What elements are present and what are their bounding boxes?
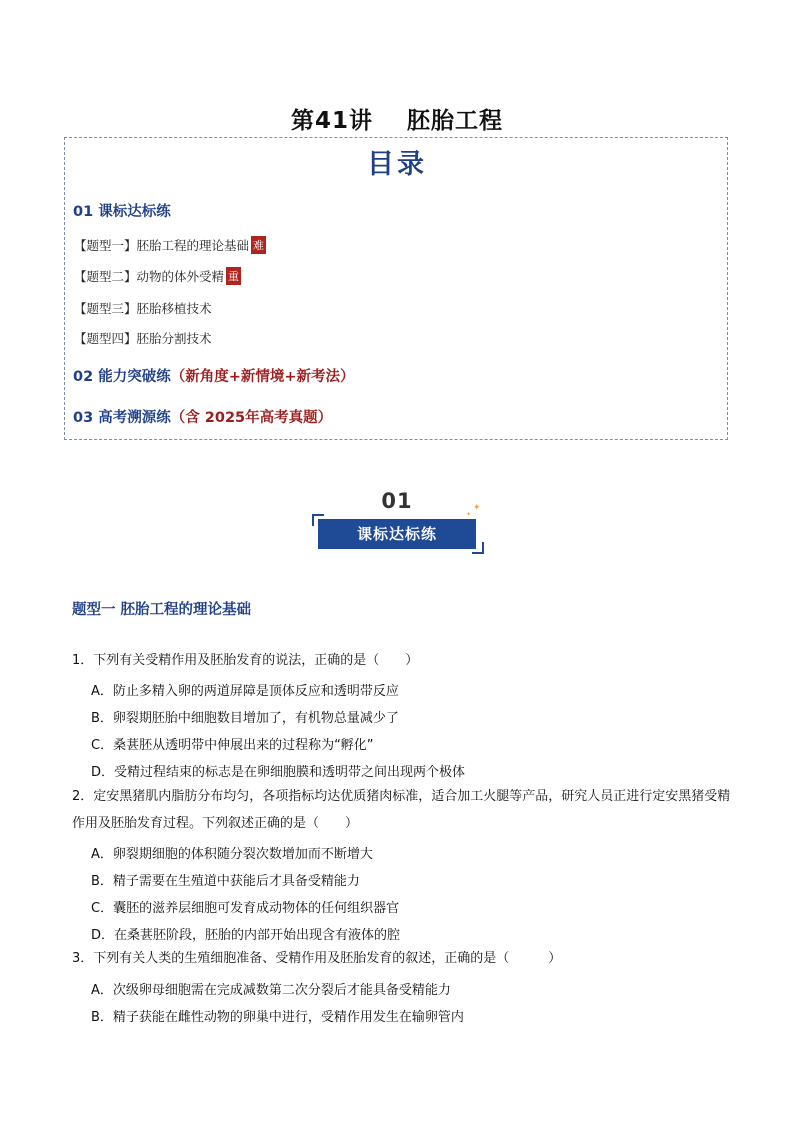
page-title [0,102,794,135]
toc-type-4[interactable]: 【题型四】胚胎分割技术 [74,331,212,346]
sparkle-icon: ✦ [473,503,481,513]
toc-section-2[interactable]: 02 能力突破练（新角度+新情境+新考法） [73,369,355,385]
question-3-option-a: A．次级卵母细胞需在完成减数第二次分裂后才能具备受精能力 [91,983,451,998]
toc-section-1[interactable]: 01 课标达标练 [73,204,171,220]
sparkle-small-icon: ✦ [466,511,472,518]
question-1-option-c: C．桑葚胚从透明带中伸展出来的过程称为“孵化” [91,738,374,753]
question-1-stem: 1．下列有关受精作用及胚胎发育的说法，正确的是（ ） [72,653,419,668]
question-1-option-a: A．防止多精入卵的两道屏障是顶体反应和透明带反应 [91,684,399,699]
section-2-note: （新角度+新情境+新考法） [170,369,355,385]
toc-type-3[interactable]: 【题型三】胚胎移植技术 [74,301,212,316]
question-2-option-b: B．精子需要在生殖道中获能后才具备受精能力 [91,874,360,889]
importance-tag: 重 [226,267,241,285]
lecture-topic: 胚胎工程 [407,108,503,134]
question-2-stem: 2．定安黑猪肌内脂肪分布均匀，各项指标均达优质猪肉标准，适合加工火腿等产品，研究人员正进行定安黑猪受精作用及胚胎发育过程。下列叙述正确的是（ ） [72,789,731,831]
question-1-option-d: D．受精过程结束的标志是在卵细胞膜和透明带之间出现两个极体 [91,765,466,780]
toc-section-3[interactable]: 03 高考溯源练（含 2025年高考真题） [73,410,333,426]
question-2-option-a: A．卵裂期细胞的体积随分裂次数增加而不断增大 [91,847,373,862]
table-of-contents-box [64,137,728,440]
question-1-option-b: B．卵裂期胚胎中细胞数目增加了，有机物总量减少了 [91,711,399,726]
question-3-option-b: B．精子获能在雌性动物的卵巢中进行，受精作用发生在输卵管内 [91,1010,464,1025]
section-banner: 课标达标练 [318,519,476,549]
toc-type-1[interactable]: 【题型一】胚胎工程的理论基础 难 [74,238,265,253]
difficulty-tag: 难 [251,236,266,254]
section-3-note: （含 2025年高考真题） [170,410,333,426]
question-2-option-d: D．在桑葚胚阶段，胚胎的内部开始出现含有液体的腔 [91,928,401,943]
question-type-heading: 题型一 胚胎工程的理论基础 [72,602,252,618]
toc-heading: 目录 [367,149,427,180]
question-2-option-c: C．囊胚的滋养层细胞可发育成动物体的任何组织器官 [91,901,400,916]
section-number: 01 [381,489,413,513]
question-3-stem: 3．下列有关人类的生殖细胞准备、受精作用及胚胎发育的叙述，正确的是（ ） [72,951,562,966]
lecture-number: 第41讲 [290,108,373,134]
toc-type-2[interactable]: 【题型二】动物的体外受精 重 [74,269,240,284]
